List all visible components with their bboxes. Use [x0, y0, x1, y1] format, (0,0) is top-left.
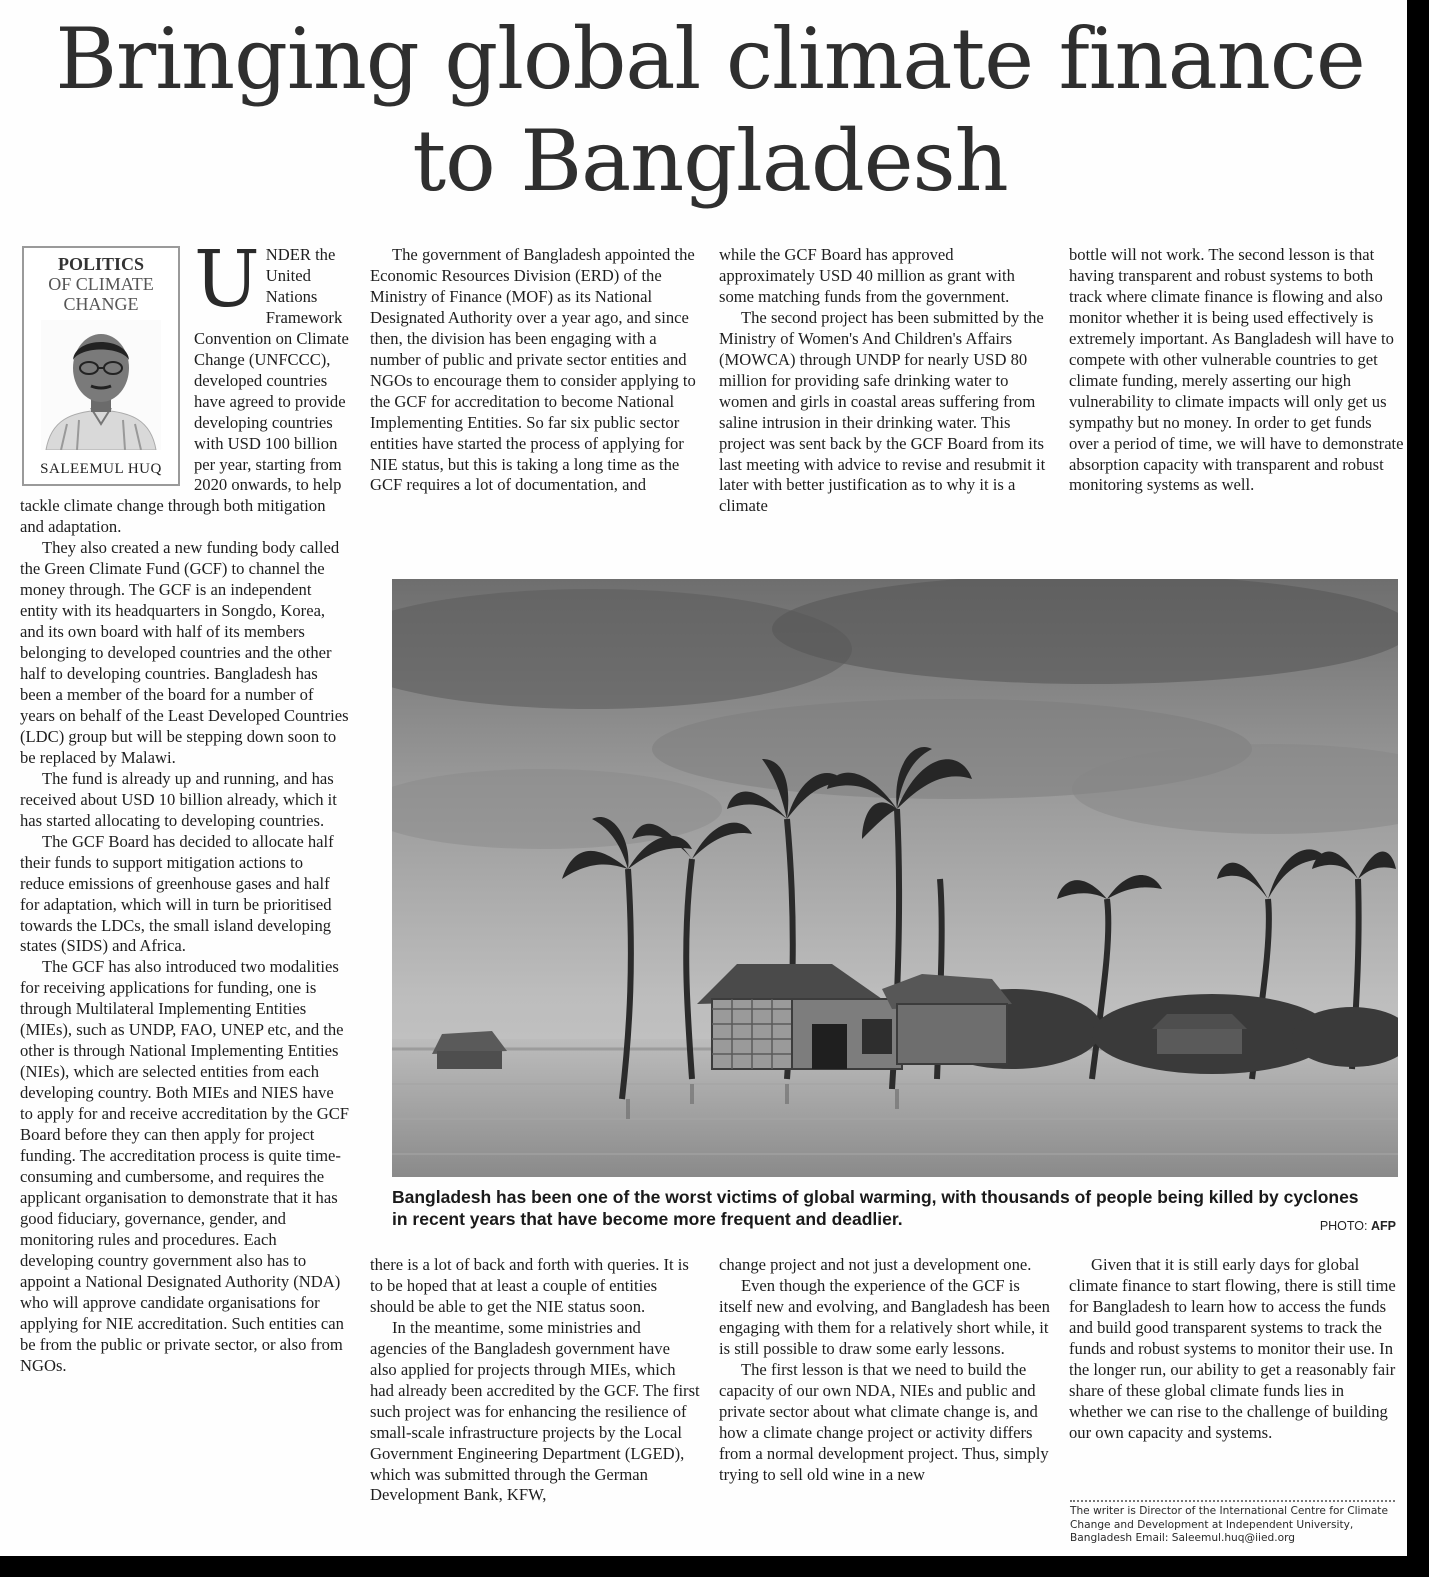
- article-paragraph: bottle will not work. The second lesson is that having transparent and robust systems to both track where climate finance is flowing and also monitor whether it is being used effectively is extremely important. As Bangladesh will have to compete with other vulnerable countries to get climate funding, merely asserting our high vulnerability to climate impacts will only get us sympathy but no money. In order to get funds over a period of time, we will have to demonstrate absorption capacity with transparent and robust monitoring systems as well.: [1069, 245, 1404, 495]
- article-column-3-top: [719, 245, 1051, 563]
- article-column-4-bottom: [1069, 1255, 1399, 1495]
- article-paragraph: Even though the experience of the GCF is itself new and evolving, and Bangladesh has been engaging with them for a relatively short while, it is still possible to draw some early lessons.: [719, 1275, 1050, 1358]
- page-frame-right: [1407, 0, 1429, 1577]
- article-paragraph: The government of Bangladesh appointed the Economic Resources Division (ERD) of the Ministry of Finance (MOF) as its National Designated Authority over a year ago, and since then, the division has been engaging with a number of public and private sector entities and NGOs to encourage them to consider applying to the GCF for accreditation to become National Implementing Entities. So far six public sector entities have started the process of applying for NIE status, but this is taking a long time as the GCF requires a lot of documentation, and: [370, 245, 696, 495]
- drop-cap: U: [194, 245, 260, 325]
- photo-credit: [1300, 1219, 1396, 1233]
- photo-credit-label: PHOTO:: [1319, 1219, 1368, 1233]
- article-paragraph: In the meantime, some ministries and agencies of the Bangladesh government have also applied for projects through MIEs, which had already been accredited by the GCF. The first such project was for enhancing the resilience of small-scale infrastructure projects by the Local Government Engineering Department (LGED), which was submitted through the German Development Bank, KFW,: [370, 1317, 700, 1505]
- article-paragraph: The fund is already up and running, and has received about USD 10 billion already, which it has started allocating to developing countries.: [20, 768, 337, 830]
- author-bio: The writer is Director of the International Centre for Climate Change and Development at Independent University, Bangladesh Email: Saleemul.huq@iied.org: [1070, 1505, 1388, 1544]
- article-paragraph: They also created a new funding body called the Green Climate Fund (GCF) to channel the money through. The GCF is an independent entity with its headquarters in Songdo, Korea, and its own board with half of its members belonging to developed countries and the other half to developing countries. Bangladesh has been a member of the board for a number of years on behalf of the Least Developed Countries (LDC) group but will be stepping down soon to be replaced by Malawi.: [20, 538, 349, 767]
- article-paragraph: while the GCF Board has approved approximately USD 40 million as grant with some matching funds from the government.: [719, 245, 1015, 306]
- photo-caption: Bangladesh has been one of the worst victims of global warming, with thousands of people being killed by cyclones in recent years that have become more frequent and deadlier.: [392, 1187, 1359, 1229]
- page-frame-bottom: [0, 1556, 1429, 1577]
- headline-line-1: Bringing global climate finance: [55, 10, 1365, 108]
- article-paragraph: The GCF Board has decided to allocate half their funds to support mitigation actions to reduce emissions of greenhouse gases and half for adaptation, which will in turn be prioritised towards the LDCs, the small island developing states (SIDS) and Africa.: [20, 831, 334, 956]
- article-column-3-bottom: [719, 1255, 1051, 1555]
- article-column-2-top: [370, 245, 700, 563]
- article-paragraph: The second project has been submitted by the Ministry of Women's And Children's Affairs (MOWCA) through UNDP for nearly USD 80 million for providing safe drinking water to women and girls in coastal areas suffering from saline intrusion in their drinking water. This project was sent back by the GCF Board from its last meeting with advice to revise and resubmit it later with better justification as to why it is a climate: [719, 307, 1046, 516]
- article-paragraph: Given that it is still early days for global climate finance to start flowing, there is still time for Bangladesh to learn how to access the funds and build good transparent systems to track the funds and robust systems to monitor their use. In the longer run, our ability to get a reasonably fair share of these global climate funds lies in whether we can rise to the challenge of building our own capacity and systems.: [1069, 1255, 1396, 1442]
- article-column-4-top: [1069, 245, 1404, 563]
- article-column-2-bottom: [370, 1255, 700, 1555]
- article-paragraph: The GCF has also introduced two modalities for receiving applications for funding, one is through Multilateral Implementing Entities (MIEs), such as UNDP, FAO, UNEP etc, and the other is through National Implementing Entities (NIEs), which are selected entities from each developing country. Both MIEs and NIES have to apply for and receive accreditation by the GCF Board before they can then apply for project funding. The accreditation process is quite time-consuming and cumbersome, and requires the applicant organisation to demonstrate that it has good fiduciary, governance, gender, and monitoring rules and procedures. Each developing country government also has to appoint a National Designated Authority (NDA) who will approve candidate organisations for applying for NIE accreditation. Such entities can be from the public or private sector, or also from NGOs.: [20, 957, 349, 1375]
- photo-credit-source: AFP: [1371, 1219, 1396, 1233]
- bio-divider: [1070, 1500, 1395, 1502]
- article-paragraph: The first lesson is that we need to build the capacity of our own NDA, NIEs and public and private sector about what climate change is, and how a climate change project or activity differs from a normal development project. Thus, simply trying to sell old wine in a new: [719, 1359, 1049, 1484]
- article-paragraph: there is a lot of back and forth with queries. It is to be hoped that at least a couple of entities should be able to get the NIE status soon.: [370, 1255, 689, 1316]
- article-column-1: [20, 245, 350, 1555]
- headline-line-2: to Bangladesh: [412, 112, 1008, 210]
- box-spacer: [20, 245, 194, 492]
- article-paragraph: NDER the United Nations Framework Convention on Climate Change (UNFCCC), developed countries have agreed to provide developing countries with USD 100 billion per year, starting from 2020 onwards, to help tackle climate change through both mitigation and adaptation.: [20, 245, 349, 537]
- kicker-line-3: CHANGE: [63, 294, 139, 314]
- headline: [0, 8, 1420, 212]
- article-paragraph: change project and not just a development one.: [719, 1255, 1032, 1274]
- kicker-line-1: POLITICS: [57, 254, 145, 274]
- cyclone-flood-photo: [392, 579, 1398, 1177]
- kicker-line-2: OF CLIMATE: [48, 274, 154, 294]
- author-name: SALEEMUL HUQ: [40, 461, 162, 477]
